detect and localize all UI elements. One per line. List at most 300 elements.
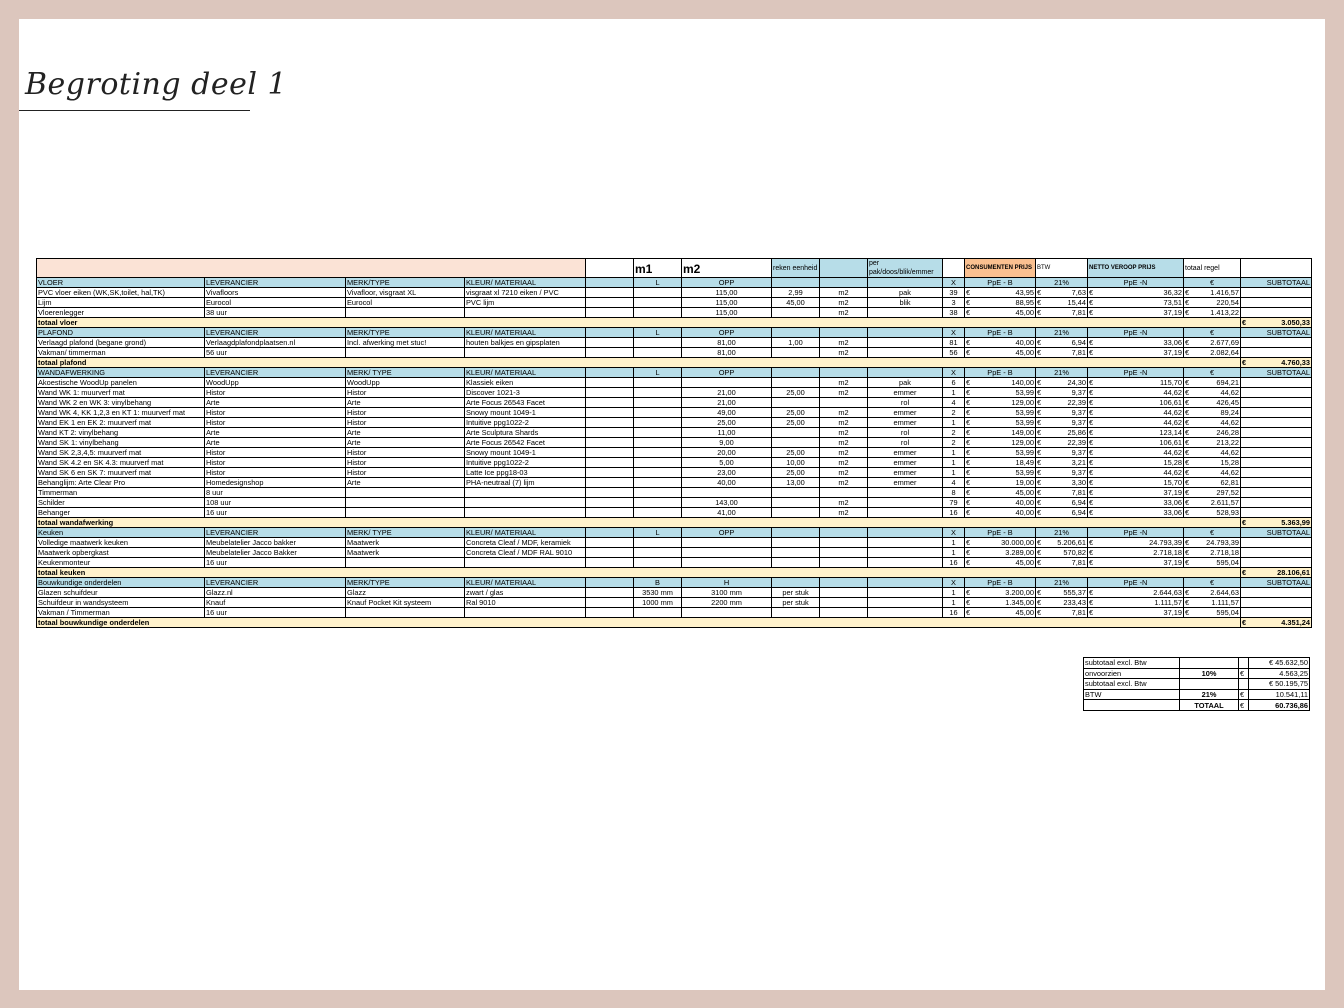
section-header-unit (820, 328, 868, 338)
row-count: 2 (943, 428, 965, 438)
row-material: Intuitive ppg1022-2 (465, 418, 586, 428)
euro-sign: € (1242, 568, 1247, 577)
row-dim-2: 5,00 (682, 458, 772, 468)
row-dim-1 (634, 308, 682, 318)
table-row (37, 598, 1312, 608)
row-price-net (1088, 448, 1184, 458)
summary-row (1084, 689, 1310, 700)
euro-sign: € (1089, 458, 1094, 467)
currency-wrap (1037, 608, 1086, 617)
euro-sign: € (1185, 428, 1190, 437)
amount: 1.345,00 (1005, 598, 1034, 607)
row-dim-1 (634, 558, 682, 568)
row-dim-2: 49,00 (682, 408, 772, 418)
row-subtotal (1241, 438, 1312, 448)
row-col-e (586, 348, 634, 358)
currency-wrap (1037, 558, 1086, 567)
row-price-net (1088, 458, 1184, 468)
currency-wrap (1185, 388, 1239, 397)
section-total-label: totaal wandafwerking (37, 518, 1241, 528)
euro-sign: € (1089, 558, 1094, 567)
row-price-gross (965, 468, 1036, 478)
row-brand: Histor (346, 408, 465, 418)
table-row (37, 378, 1312, 388)
euro-sign: € (1089, 398, 1094, 407)
currency-wrap (1185, 308, 1239, 317)
row-count: 1 (943, 388, 965, 398)
amount: 9,37 (1071, 408, 1086, 417)
section-total-row (37, 318, 1312, 328)
row-vat (1036, 458, 1088, 468)
row-dim-1 (634, 478, 682, 488)
amount: 694,21 (1216, 378, 1239, 387)
amount: 115,70 (1159, 378, 1182, 387)
amount: 73,51 (1163, 298, 1182, 307)
row-price-gross (965, 608, 1036, 618)
amount: 33,06 (1163, 498, 1182, 507)
row-package (868, 538, 943, 548)
currency-wrap (1037, 598, 1086, 607)
section-total-row (37, 618, 1312, 628)
amount: 44,62 (1163, 388, 1182, 397)
amount: 40,00 (1015, 498, 1034, 507)
section-header-unit (820, 528, 868, 538)
currency-wrap (1185, 508, 1239, 517)
row-unit: m2 (820, 448, 868, 458)
row-material: Discover 1021-3 (465, 388, 586, 398)
currency-wrap (1185, 468, 1239, 477)
euro-sign: € (1037, 608, 1042, 617)
table-row (37, 608, 1312, 618)
amount: 4.760,33 (1281, 358, 1310, 367)
amount: 2.082,64 (1210, 348, 1239, 357)
euro-sign: € (1185, 448, 1190, 457)
amount: 62,81 (1220, 478, 1239, 487)
euro-sign: € (1037, 498, 1042, 507)
amount: 1.413,22 (1210, 308, 1239, 317)
row-price-gross (965, 548, 1036, 558)
section-header-row (37, 528, 1312, 538)
row-vat (1036, 548, 1088, 558)
section-header-dim-2: H (682, 578, 772, 588)
row-supplier: 16 uur (205, 608, 346, 618)
row-supplier: Arte (205, 428, 346, 438)
currency-wrap (1185, 558, 1239, 567)
row-supplier: Meubelatelier Jacco Bakker (205, 548, 346, 558)
row-qty-per-unit: 25,00 (772, 448, 820, 458)
amount: 24,30 (1067, 378, 1086, 387)
row-subtotal (1241, 378, 1312, 388)
row-col-e (586, 458, 634, 468)
row-description: Wand KT 2: vinylbehang (37, 428, 205, 438)
currency-wrap (966, 428, 1034, 437)
section-total-row (37, 358, 1312, 368)
section-total-label: totaal keuken (37, 568, 1241, 578)
row-qty-per-unit: per stuk (772, 598, 820, 608)
row-description: Vakman/ timmerman (37, 348, 205, 358)
currency-wrap (966, 548, 1034, 557)
amount: 89,24 (1220, 408, 1239, 417)
row-subtotal (1241, 558, 1312, 568)
row-supplier: Glazz.nl (205, 588, 346, 598)
amount: 18,49 (1015, 458, 1034, 467)
euro-sign: € (966, 478, 971, 487)
amount: 45,00 (1015, 608, 1034, 617)
amount: 44,62 (1163, 408, 1182, 417)
row-subtotal (1241, 418, 1312, 428)
row-supplier: 8 uur (205, 488, 346, 498)
currency-wrap (1089, 348, 1182, 357)
currency-wrap (1185, 298, 1239, 307)
row-package (868, 608, 943, 618)
currency-wrap (966, 378, 1034, 387)
summary-value: € 45.632,50 (1249, 658, 1310, 669)
section-header-price-net: PpE -N (1088, 278, 1184, 288)
row-price-net (1088, 288, 1184, 298)
euro-sign: € (1037, 388, 1042, 397)
currency-wrap (966, 508, 1034, 517)
row-dim-2: 25,00 (682, 418, 772, 428)
section-header-line-total: € (1184, 368, 1241, 378)
row-count: 39 (943, 288, 965, 298)
row-material: visgraat xl 7210 eiken / PVC (465, 288, 586, 298)
euro-sign: € (966, 608, 971, 617)
amount: 19,00 (1015, 478, 1034, 487)
row-package (868, 498, 943, 508)
euro-sign: € (1185, 608, 1190, 617)
row-col-e (586, 288, 634, 298)
section-header-brand: MERK/TYPE (346, 278, 465, 288)
amount: 9,37 (1071, 468, 1086, 477)
row-supplier: 56 uur (205, 348, 346, 358)
row-dim-1 (634, 388, 682, 398)
currency-wrap (1037, 548, 1086, 557)
row-description: Wand SK 1: vinylbehang (37, 438, 205, 448)
row-package: emmer (868, 448, 943, 458)
currency-wrap (966, 288, 1034, 297)
currency-wrap (966, 598, 1034, 607)
row-material (465, 498, 586, 508)
euro-sign: € (1037, 428, 1042, 437)
row-price-gross (965, 538, 1036, 548)
row-count: 1 (943, 458, 965, 468)
row-price-net (1088, 308, 1184, 318)
row-brand: Vivafloor, visgraat XL (346, 288, 465, 298)
row-col-e (586, 558, 634, 568)
section-header-unit (820, 578, 868, 588)
currency-wrap (1089, 588, 1182, 597)
row-subtotal (1241, 338, 1312, 348)
section-total-value (1241, 358, 1312, 368)
row-price-net (1088, 588, 1184, 598)
currency-wrap (966, 338, 1034, 347)
row-dim-1 (634, 538, 682, 548)
section-header-supplier: LEVERANCIER (205, 528, 346, 538)
row-material: Intuitive ppg1022-2 (465, 458, 586, 468)
row-price-net (1088, 428, 1184, 438)
header-x-cell (943, 259, 965, 278)
currency-wrap (1089, 468, 1182, 477)
euro-sign: € (1089, 348, 1094, 357)
section-header-price-gross: PpE - B (965, 278, 1036, 288)
row-line-total (1184, 338, 1241, 348)
row-price-net (1088, 598, 1184, 608)
row-count: 1 (943, 548, 965, 558)
section-header-qty-per-unit (772, 528, 820, 538)
currency-wrap (966, 608, 1034, 617)
currency-wrap (966, 538, 1034, 547)
row-line-total (1184, 548, 1241, 558)
row-dim-2 (682, 378, 772, 388)
summary-value: 60.736,86 (1249, 700, 1310, 711)
euro-sign: € (1185, 558, 1190, 567)
row-col-e (586, 598, 634, 608)
row-col-e (586, 418, 634, 428)
section-header-row (37, 578, 1312, 588)
row-dim-2: 40,00 (682, 478, 772, 488)
row-material: Snowy mount 1049-1 (465, 448, 586, 458)
row-unit: m2 (820, 388, 868, 398)
currency-wrap (1185, 418, 1239, 427)
euro-sign: € (1185, 548, 1190, 557)
euro-sign: € (1037, 298, 1042, 307)
section-header-row (37, 328, 1312, 338)
amount: 2.611,57 (1210, 498, 1239, 507)
euro-sign: € (966, 548, 971, 557)
euro-sign: € (1185, 298, 1190, 307)
section-header-description: VLOER (37, 278, 205, 288)
header-consumer-price: CONSUMENTEN PRIJS (965, 259, 1036, 278)
summary-row (1084, 658, 1310, 669)
section-header-brand: MERK/TYPE (346, 578, 465, 588)
amount: 246,28 (1216, 428, 1239, 437)
section-header-price-net: PpE -N (1088, 328, 1184, 338)
amount: 7,63 (1071, 288, 1086, 297)
row-dim-2: 143,00 (682, 498, 772, 508)
currency-wrap (1185, 498, 1239, 507)
currency-wrap (1089, 458, 1182, 467)
row-dim-2: 41,00 (682, 508, 772, 518)
row-col-e (586, 498, 634, 508)
currency-wrap (1089, 408, 1182, 417)
euro-sign: € (966, 338, 971, 347)
row-package (868, 338, 943, 348)
row-qty-per-unit (772, 348, 820, 358)
row-dim-2: 9,00 (682, 438, 772, 448)
currency-wrap (1089, 308, 1182, 317)
row-supplier: Histor (205, 388, 346, 398)
header-total-line: totaal regel (1184, 259, 1241, 278)
row-vat (1036, 538, 1088, 548)
row-count: 16 (943, 608, 965, 618)
summary-percent: 21% (1180, 689, 1239, 700)
row-brand: Arte (346, 478, 465, 488)
row-material: Arte Sculptura Shards (465, 428, 586, 438)
row-vat (1036, 418, 1088, 428)
section-header-vat: 21% (1036, 328, 1088, 338)
section-total-row (37, 568, 1312, 578)
table-row (37, 388, 1312, 398)
row-dim-1 (634, 288, 682, 298)
row-description: Wand SK 6 en SK 7: muurverf mat (37, 468, 205, 478)
row-price-net (1088, 548, 1184, 558)
row-supplier: 38 uur (205, 308, 346, 318)
row-line-total (1184, 418, 1241, 428)
row-col-e (586, 478, 634, 488)
row-col-e (586, 388, 634, 398)
row-subtotal (1241, 538, 1312, 548)
currency-wrap (1185, 548, 1239, 557)
row-col-e (586, 468, 634, 478)
row-unit: m2 (820, 308, 868, 318)
row-qty-per-unit (772, 498, 820, 508)
amount: 44,62 (1220, 468, 1239, 477)
summary-value: 10.541,11 (1249, 689, 1310, 700)
amount: 44,62 (1220, 388, 1239, 397)
budget-sheet (36, 258, 1310, 710)
row-material (465, 308, 586, 318)
euro-sign: € (966, 428, 971, 437)
table-row (37, 418, 1312, 428)
amount: 36,32 (1163, 288, 1182, 297)
euro-sign: € (1185, 388, 1190, 397)
euro-sign: € (966, 588, 971, 597)
row-description: Keukenmonteur (37, 558, 205, 568)
summary-label: BTW (1084, 689, 1180, 700)
currency-wrap (1185, 398, 1239, 407)
currency-wrap (1037, 288, 1086, 297)
currency-wrap (1089, 288, 1182, 297)
currency-wrap (1089, 418, 1182, 427)
euro-sign: € (966, 298, 971, 307)
currency-wrap (1037, 468, 1086, 477)
row-line-total (1184, 458, 1241, 468)
table-row (37, 498, 1312, 508)
table-row (37, 438, 1312, 448)
row-count: 6 (943, 378, 965, 388)
currency-wrap (966, 558, 1034, 567)
row-price-gross (965, 588, 1036, 598)
currency-wrap (1089, 398, 1182, 407)
row-col-e (586, 438, 634, 448)
amount: 45,00 (1015, 558, 1034, 567)
section-header-dim-1: L (634, 278, 682, 288)
euro-sign: € (1089, 298, 1094, 307)
section-header-unit (820, 278, 868, 288)
row-vat (1036, 508, 1088, 518)
currency-wrap (1037, 418, 1086, 427)
euro-sign: € (1185, 408, 1190, 417)
row-unit (820, 608, 868, 618)
row-vat (1036, 298, 1088, 308)
row-subtotal (1241, 508, 1312, 518)
amount: 15,28 (1220, 458, 1239, 467)
currency-wrap (1185, 338, 1239, 347)
header-reken-eenheid: reken eenheid (772, 259, 820, 278)
row-dim-1 (634, 608, 682, 618)
section-header-brand: MERK/ TYPE (346, 528, 465, 538)
euro-sign: € (1185, 468, 1190, 477)
summary-value: 4.563,25 (1249, 668, 1310, 679)
row-package: emmer (868, 418, 943, 428)
amount: 37,19 (1163, 608, 1182, 617)
row-subtotal (1241, 488, 1312, 498)
row-description: Volledige maatwerk keuken (37, 538, 205, 548)
euro-sign: € (966, 398, 971, 407)
currency-wrap (1185, 458, 1239, 467)
euro-sign: € (1037, 478, 1042, 487)
row-subtotal (1241, 498, 1312, 508)
amount: 7,81 (1071, 308, 1086, 317)
row-vat (1036, 438, 1088, 448)
currency-wrap (1037, 458, 1086, 467)
row-count: 1 (943, 538, 965, 548)
row-brand: Maatwerk (346, 548, 465, 558)
row-package: pak (868, 378, 943, 388)
table-row (37, 488, 1312, 498)
row-unit: m2 (820, 468, 868, 478)
row-dim-2: 2200 mm (682, 598, 772, 608)
row-package: rol (868, 398, 943, 408)
row-count: 16 (943, 558, 965, 568)
row-unit (820, 398, 868, 408)
row-brand: Histor (346, 418, 465, 428)
amount: 3,21 (1071, 458, 1086, 467)
row-subtotal (1241, 598, 1312, 608)
row-supplier: Arte (205, 398, 346, 408)
row-material: houten balkjes en gipsplaten (465, 338, 586, 348)
row-count: 2 (943, 438, 965, 448)
amount: 426,45 (1216, 398, 1239, 407)
page-title: Begroting deel 1 (25, 67, 288, 102)
header-empty-cell (586, 259, 634, 278)
amount: 22,39 (1067, 398, 1086, 407)
row-brand: Histor (346, 448, 465, 458)
row-price-gross (965, 498, 1036, 508)
row-unit: m2 (820, 478, 868, 488)
currency-wrap (1089, 338, 1182, 347)
header-row (37, 259, 1312, 278)
currency-wrap (1089, 378, 1182, 387)
row-supplier: Knauf (205, 598, 346, 608)
euro-sign: € (1037, 408, 1042, 417)
section-header-qty-per-unit (772, 368, 820, 378)
row-vat (1036, 398, 1088, 408)
row-material (465, 348, 586, 358)
row-brand: Histor (346, 458, 465, 468)
row-count: 3 (943, 298, 965, 308)
row-price-gross (965, 508, 1036, 518)
row-subtotal (1241, 408, 1312, 418)
row-brand: Histor (346, 388, 465, 398)
row-count: 16 (943, 508, 965, 518)
row-line-total (1184, 288, 1241, 298)
summary-value: € 50.195,75 (1249, 679, 1310, 690)
row-package (868, 548, 943, 558)
row-description: Behanger (37, 508, 205, 518)
row-dim-1 (634, 348, 682, 358)
row-line-total (1184, 378, 1241, 388)
euro-sign: € (1037, 508, 1042, 517)
currency-wrap (966, 488, 1034, 497)
summary-label (1084, 700, 1180, 711)
amount: 2.718,18 (1153, 548, 1182, 557)
amount: 213,22 (1216, 438, 1239, 447)
row-qty-per-unit: 2,99 (772, 288, 820, 298)
currency-wrap (1089, 548, 1182, 557)
amount: 140,00 (1011, 378, 1034, 387)
currency-wrap (1037, 378, 1086, 387)
